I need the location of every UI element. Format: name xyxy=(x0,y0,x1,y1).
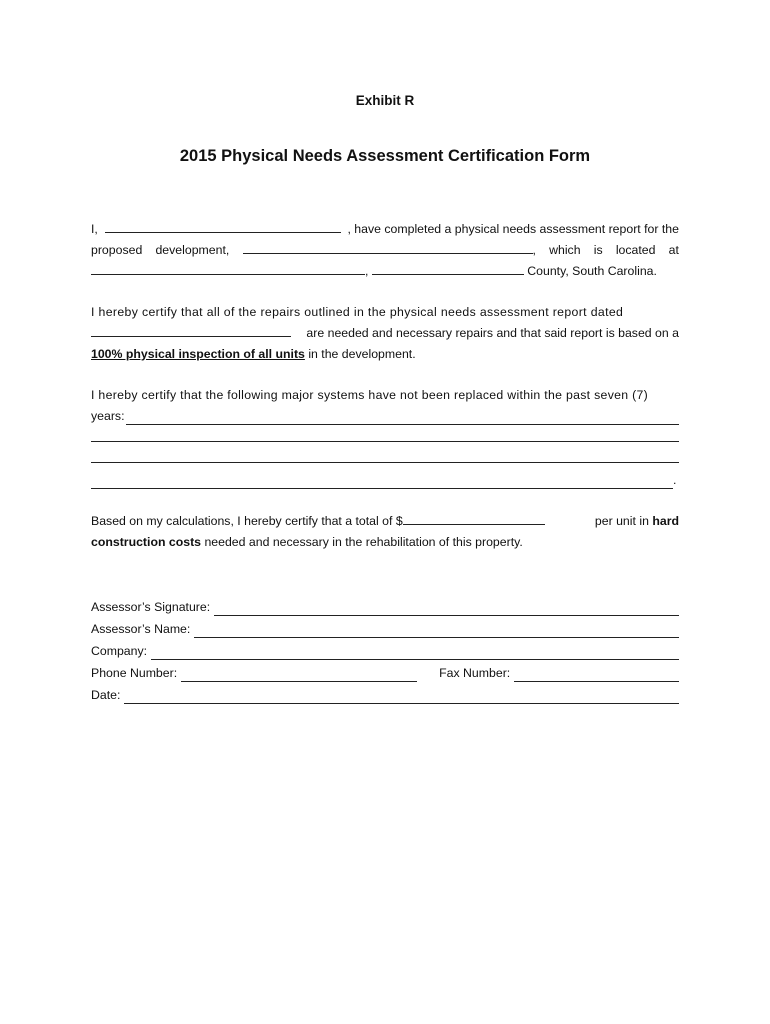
para1-comma: , xyxy=(532,243,536,257)
phone-label: Phone Number: xyxy=(91,666,178,680)
para2-line1: I hereby certify that all of the repairs outlined in the physical needs assessment report dated xyxy=(91,305,624,319)
fax-label: Fax Number: xyxy=(439,666,511,680)
para1-text-completed: , have completed a physical needs assessment report for the xyxy=(347,222,679,236)
report-date-blank[interactable] xyxy=(91,324,291,337)
para4-text-rehab: needed and necessary in the rehabilitation of this property. xyxy=(204,535,523,549)
para3-line1: I hereby certify that the following major systems have not been replaced within the past seven (7) xyxy=(91,388,649,402)
name-row xyxy=(91,620,679,638)
company-field[interactable] xyxy=(151,647,679,660)
inspection-emphasis: 100% physical inspection of all units xyxy=(91,347,305,361)
para1-text-at: at xyxy=(668,243,679,257)
para3-line5 xyxy=(91,471,679,489)
address-blank[interactable] xyxy=(91,262,365,275)
para1-text-development: development, xyxy=(155,243,230,257)
para4-line2 xyxy=(91,533,679,551)
para1-text-i: I, xyxy=(91,222,98,236)
systems-blank-3[interactable] xyxy=(91,462,679,463)
period: . xyxy=(673,473,677,487)
signature-row xyxy=(91,598,679,616)
company-label: Company: xyxy=(91,644,148,658)
county-blank[interactable] xyxy=(372,262,524,275)
systems-blank-1[interactable] xyxy=(126,412,680,425)
para4-line1 xyxy=(91,512,679,530)
signature-label: Assessor’s Signature: xyxy=(91,600,211,614)
systems-blank-2[interactable] xyxy=(91,441,679,442)
company-row xyxy=(91,642,679,660)
phone-field[interactable] xyxy=(181,669,417,682)
para2-text-needed: are needed and necessary repairs and that said report is based on a xyxy=(306,326,679,340)
para1-comma2: , xyxy=(365,264,369,278)
exhibit-label: Exhibit R xyxy=(355,93,415,108)
hard-emphasis: hard xyxy=(652,514,679,528)
para1-line2 xyxy=(91,241,679,259)
phone-fax-row xyxy=(91,664,679,682)
development-name-blank[interactable] xyxy=(243,241,533,254)
systems-blank-4[interactable] xyxy=(91,476,673,489)
para2-line2 xyxy=(91,324,679,342)
signature-field[interactable] xyxy=(214,603,679,616)
cost-per-unit-blank[interactable] xyxy=(403,512,545,525)
para2-text-development: in the development. xyxy=(308,347,416,361)
para1-line1 xyxy=(91,220,679,238)
para1-text-which: which xyxy=(549,243,581,257)
para1-line3 xyxy=(91,262,679,280)
assessor-name-blank[interactable] xyxy=(105,220,341,233)
date-label: Date: xyxy=(91,688,121,702)
construction-costs-emphasis: construction costs xyxy=(91,535,202,549)
para1-text-located: located xyxy=(615,243,656,257)
years-label: years: xyxy=(91,409,125,423)
para1-text-is: is xyxy=(593,243,603,257)
name-field[interactable] xyxy=(194,625,679,638)
para1-text-county: County, South Carolina. xyxy=(527,264,657,278)
date-row xyxy=(91,686,679,704)
para3-line2 xyxy=(91,407,679,425)
date-field[interactable] xyxy=(124,691,679,704)
name-label: Assessor’s Name: xyxy=(91,622,191,636)
para4-text-calculations: Based on my calculations, I hereby certify that a total of $ xyxy=(91,514,403,528)
para4-text-per-unit: per unit in xyxy=(594,514,649,528)
para2-line3 xyxy=(91,345,679,363)
form-title: 2015 Physical Needs Assessment Certification Form xyxy=(179,147,591,165)
para1-text-proposed: proposed xyxy=(91,243,143,257)
fax-field[interactable] xyxy=(514,669,679,682)
